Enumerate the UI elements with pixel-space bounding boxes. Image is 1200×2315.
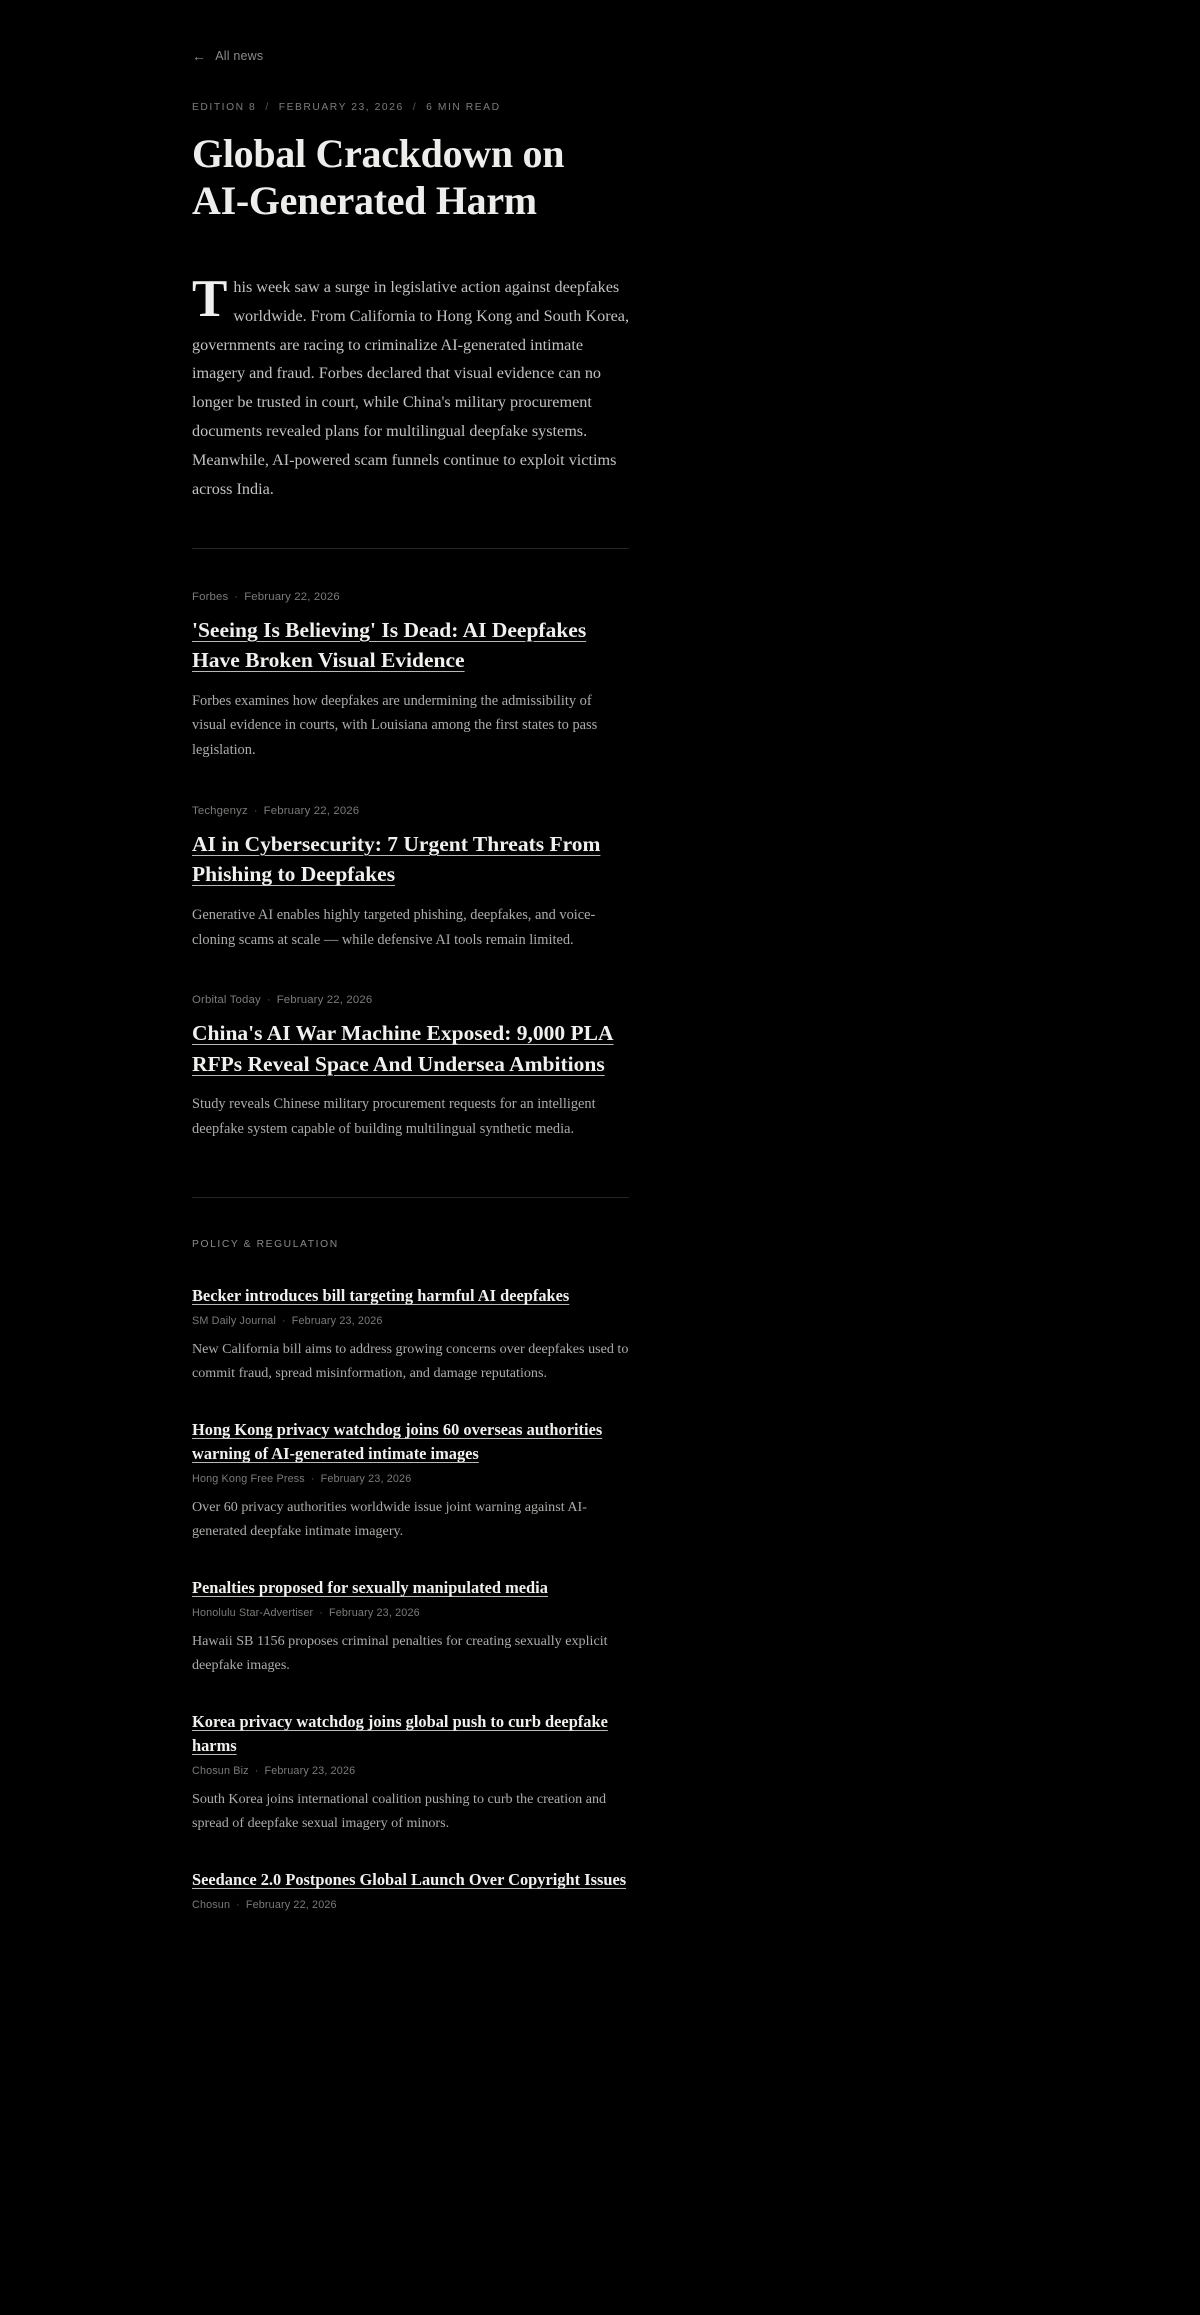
policy-date: February 23, 2026: [328, 1607, 420, 1620]
policy-description: New California bill aims to address growing concerns over deepfakes used to commit fraud, spread misinformation, and damage reputations.: [192, 1341, 629, 1382]
meta-dot: ·: [236, 1899, 240, 1912]
policy-description: Over 60 privacy authorities worldwide issue joint warning against AI-generated deepfake intimate imagery.: [192, 1499, 587, 1540]
story-description: Study reveals Chinese military procurement requests for an intelligent deepfake system capable of building multilingual synthetic media.: [192, 1096, 596, 1138]
policy-list-item: [192, 1836, 629, 1913]
kicker-separator-2: /: [412, 102, 418, 113]
lead-paragraph: [192, 270, 629, 504]
policy-date: February 22, 2026: [245, 1899, 337, 1912]
story-meta: [192, 804, 629, 820]
policy-source: Chosun: [192, 1899, 231, 1912]
policy-headline-link[interactable]: Seedance 2.0 Postpones Global Launch Over Copyright Issues: [192, 1870, 627, 1890]
policy-source: Hong Kong Free Press: [192, 1473, 305, 1486]
policy-list: [192, 1252, 629, 1913]
edition-label: EDITION 8: [192, 102, 257, 113]
story-headline-link[interactable]: AI in Cybersecurity: 7 Urgent Threats From Phishing to Deepfakes: [192, 831, 601, 887]
back-to-all-news-link[interactable]: [192, 49, 263, 63]
policy-source: Honolulu Star-Advertiser: [192, 1607, 314, 1620]
story-source: Techgenyz: [192, 804, 248, 817]
policy-date: February 23, 2026: [320, 1473, 412, 1486]
lead-body-text: his week saw a surge in legislative action against deepfakes worldwide. From California to Hong Kong and South Korea, governments are racing to criminalize AI-generated intimate imagery and fraud. Forbes declared that visual evidence can no longer be trusted in court, while China's military procurement documents revealed plans for multilingual deepfake systems. Meanwhile, AI-powered scam funnels continue to exploit victims across India.: [192, 278, 629, 498]
policy-description: South Korea joins international coalition pushing to curb the creation and spread of deepfake sexual imagery of minors.: [192, 1791, 607, 1832]
story-meta: [192, 993, 629, 1009]
page-title: Global Crackdown on AI-Generated Harm: [192, 131, 565, 224]
story-source: Forbes: [192, 590, 229, 603]
kicker-separator-1: /: [265, 102, 270, 113]
policy-date: February 23, 2026: [264, 1765, 356, 1778]
back-link-label: All news: [215, 48, 264, 63]
story-item: [192, 549, 629, 763]
policy-source: Chosun Biz: [192, 1765, 249, 1778]
policy-list-item: [192, 1252, 629, 1386]
meta-dot: ·: [282, 1315, 286, 1328]
policy-date: February 23, 2026: [291, 1315, 383, 1328]
policy-headline-link[interactable]: Hong Kong privacy watchdog joins 60 overseas authorities warning of AI-generated intimate images: [192, 1420, 603, 1464]
meta-dot: ·: [319, 1607, 323, 1620]
policy-headline-link[interactable]: Penalties proposed for sexually manipulated media: [192, 1578, 548, 1598]
policy-headline-link[interactable]: Korea privacy watchdog joins global push to curb deepfake harms: [192, 1712, 608, 1756]
story-date: February 22, 2026: [263, 804, 360, 817]
policy-meta: [192, 1314, 629, 1329]
story-headline-link[interactable]: China's AI War Machine Exposed: 9,000 PLA RFPs Reveal Space And Undersea Ambitions: [192, 1021, 614, 1076]
story-headline-link[interactable]: 'Seeing Is Believing' Is Dead: AI Deepfakes Have Broken Visual Evidence: [192, 617, 587, 673]
story-description: Generative AI enables highly targeted phishing, deepfakes, and voice-cloning scams at scale — while defensive AI tools remain limited.: [192, 906, 596, 948]
meta-dot: ·: [254, 1765, 259, 1778]
article-kicker-meta: [192, 101, 629, 115]
story-source: Orbital Today: [192, 994, 261, 1007]
content-column: [192, 0, 629, 1913]
policy-meta: [192, 1898, 629, 1913]
arrow-left-icon: ←: [192, 48, 207, 64]
story-description: Forbes examines how deepfakes are undermining the admissibility of visual evidence in courts, with Louisiana among the first states to pass legislation.: [192, 692, 598, 759]
read-time: 6 MIN READ: [426, 102, 501, 113]
policy-list-item: [192, 1678, 629, 1836]
policy-list-item: [192, 1544, 629, 1678]
policy-list-item: [192, 1386, 629, 1544]
policy-source: SM Daily Journal: [192, 1315, 277, 1328]
meta-dot: ·: [234, 590, 239, 603]
policy-meta: [192, 1764, 629, 1779]
story-date: February 22, 2026: [276, 994, 373, 1007]
policy-description: Hawaii SB 1156 proposes criminal penalties for creating sexually explicit deepfake images.: [192, 1633, 608, 1674]
meta-dot: ·: [253, 804, 258, 817]
story-date: February 22, 2026: [244, 590, 340, 603]
policy-headline-link[interactable]: Becker introduces bill targeting harmful AI deepfakes: [192, 1286, 570, 1306]
story-meta: [192, 590, 629, 606]
section-label-policy: POLICY & REGULATION: [192, 1238, 339, 1250]
divider-policy-section: [192, 1197, 629, 1198]
top-stories-list: [192, 549, 629, 1142]
publish-date: FEBRUARY 23, 2026: [278, 102, 404, 113]
policy-meta: [192, 1606, 629, 1621]
drop-cap: T: [192, 270, 228, 328]
story-item: [192, 952, 629, 1142]
meta-dot: ·: [310, 1473, 315, 1486]
meta-dot: ·: [266, 994, 271, 1007]
policy-meta: [192, 1472, 629, 1487]
story-item: [192, 763, 629, 953]
